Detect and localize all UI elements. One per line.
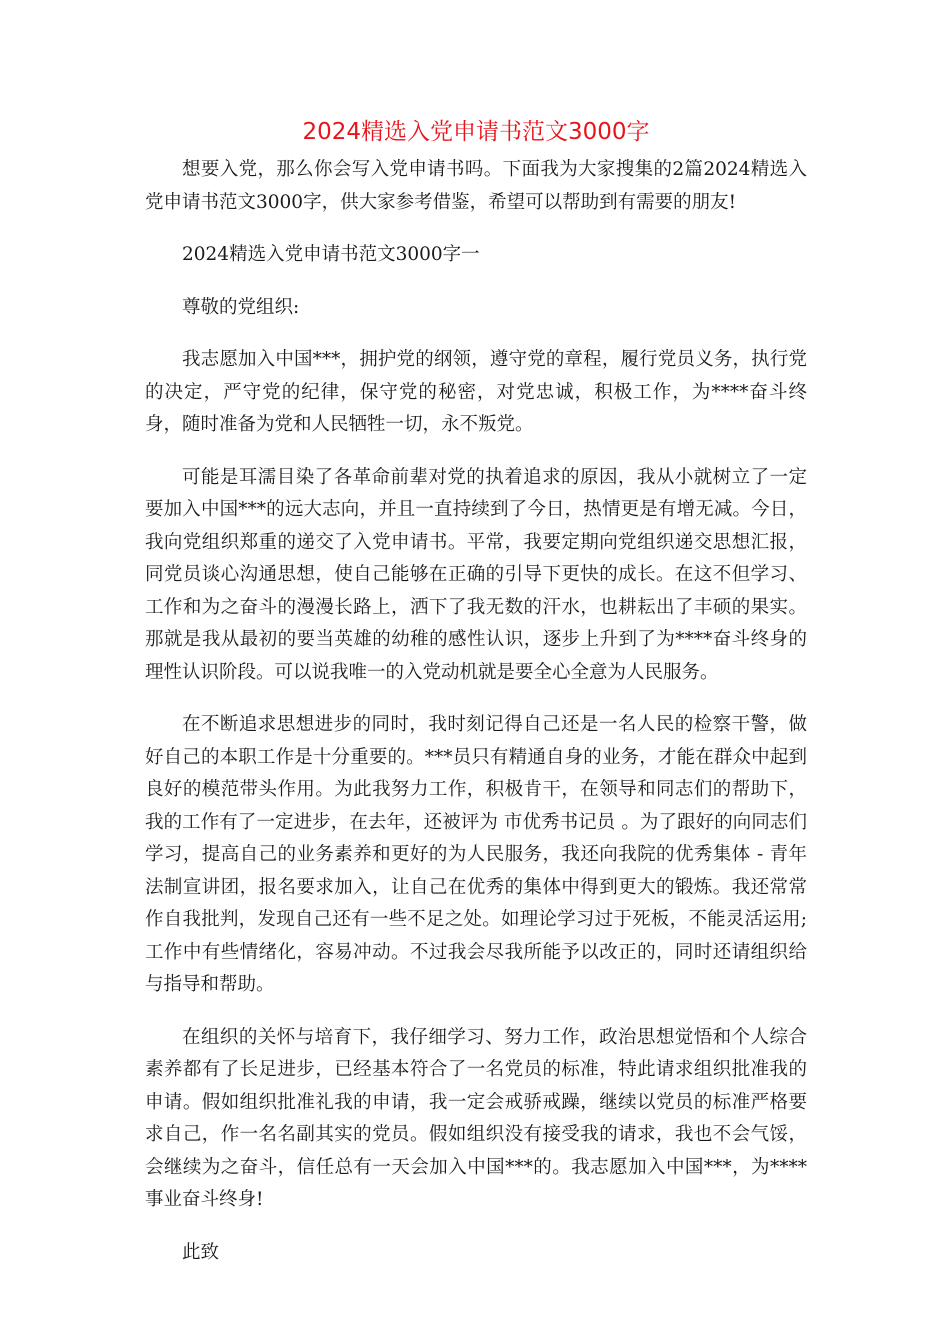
body-paragraph: 我志愿加入中国***，拥护党的纲领，遵守党的章程，履行党员义务，执行党的决定，严守党的纪律，保守党的秘密，对党忠诚，积极工作，为****奋斗终身，随时准备为党和人民牺牲一切，永不叛党。: [145, 349, 807, 435]
body-paragraph: 可能是耳濡目染了各革命前辈对党的执着追求的原因，我从小就树立了一定要加入中国***的远大志向，并且一直持续到了今日，热情更是有增无减。今日，我向党组织郑重的递交了入党申请书。平常，我要定期向党组织递交思想汇报，同党员谈心沟通思想，使自己能够在正确的引导下更快的成长。在这不但学习、工作和为之奋斗的漫漫长路上，洒下了我无数的汗水，也耕耘出了丰硕的果实。那就是我从最初的要当英雄的幼稚的感性认识，逐步上升到了为****奋斗终身的理性认识阶段。可以说我唯一的入党动机就是要全心全意为人民服务。: [145, 466, 807, 683]
body-paragraph: 在组织的关怀与培育下，我仔细学习、努力工作，政治思想觉悟和个人综合素养都有了长足进步，已经基本符合了一名党员的标准，特此请求组织批准我的申请。假如组织批准礼我的申请，我一定会戒骄戒躁，继续以党员的标准严格要求自己，作一名名副其实的党员。假如组织没有接受我的请求，我也不会气馁，会继续为之奋斗，信任总有一天会加入中国***的。我志愿加入中国***，为****事业奋斗终身!: [145, 1026, 807, 1210]
closing: 此致: [182, 1241, 220, 1263]
intro-paragraph: 想要入党，那么你会写入党申请书吗。下面我为大家搜集的2篇2024精选入党申请书范文3000字，供大家参考借鉴，希望可以帮助到有需要的朋友!: [145, 159, 807, 213]
document-title: 2024精选入党申请书范文3000字: [302, 119, 650, 145]
salutation: 尊敬的党组织:: [182, 296, 300, 318]
body-paragraph: 在不断追求思想进步的同时，我时刻记得自己还是一名人民的检察干警，做好自己的本职工作是十分重要的。***员只有精通自身的业务，才能在群众中起到良好的模范带头作用。为此我努力工作，积极肯干，在领导和同志们的帮助下，我的工作有了一定进步，在去年，还被评为 市优秀书记员 。为了跟好的向同志们学习，提高自己的业务素养和更好的为人民服务，我还向我院的优秀集体 - 青年法制宣讲团，报名要求加入，让自己在优秀的集体中得到更大的锻炼。我还常常作自我批判，发现自己还有一些不足之处。如理论学习过于死板，不能灵活运用;工作中有些情绪化，容易冲动。不过我会尽我所能予以改正的，同时还请组织给与指导和帮助。: [145, 714, 807, 995]
section-heading: 2024精选入党申请书范文3000字一: [182, 244, 480, 265]
document-page: [145, 110, 807, 1269]
